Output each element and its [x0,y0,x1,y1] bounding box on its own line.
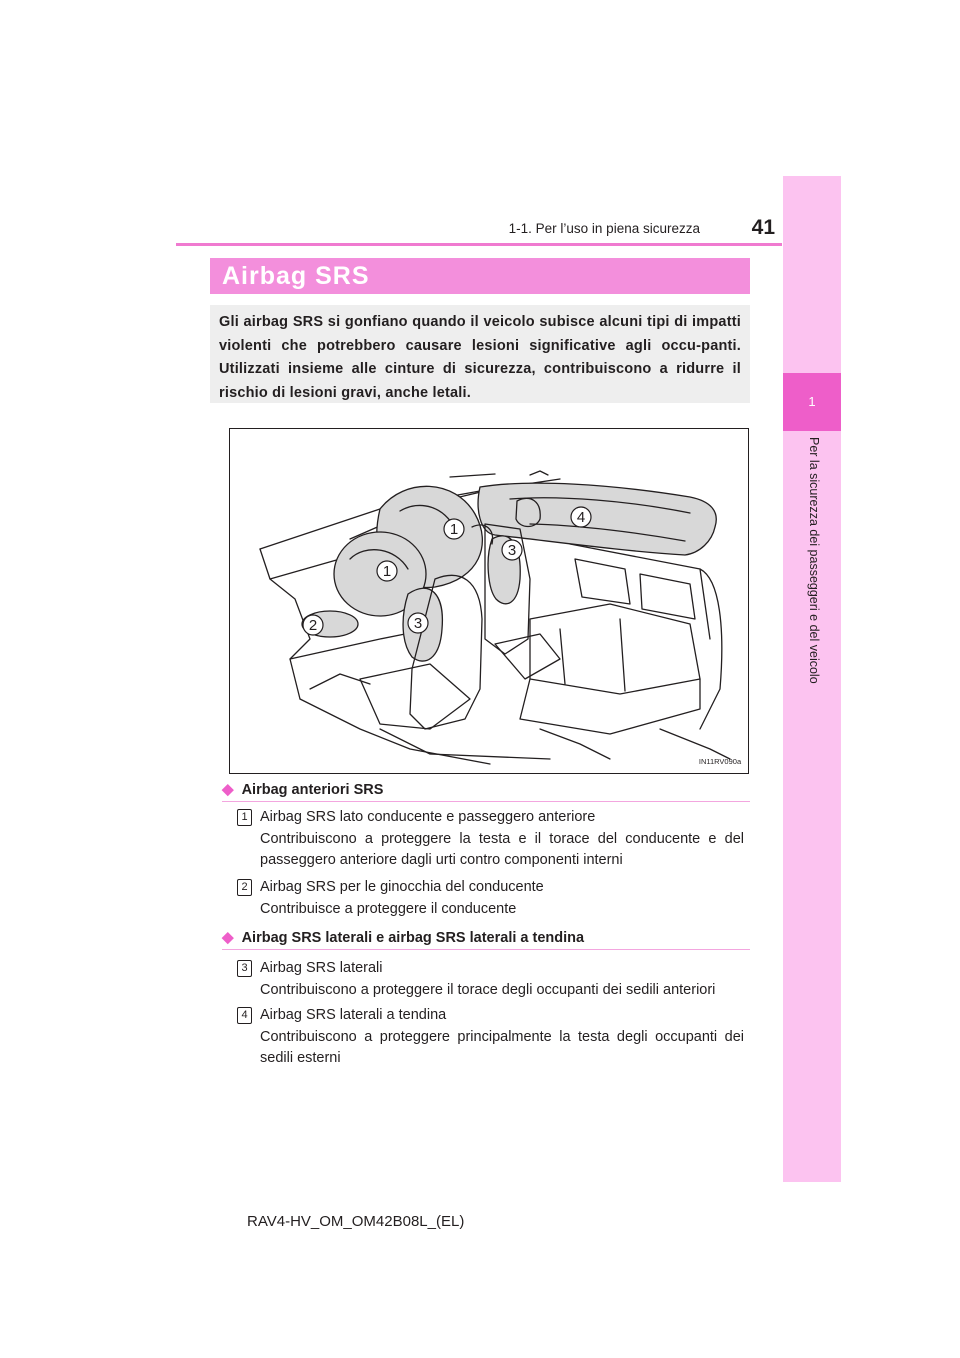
callout-4 [571,507,591,527]
callout-label: 4 [576,509,586,526]
item-description: Contribuisce a proteggere il conducente [260,900,517,917]
item-description: Contribuiscono a proteggere la testa e il torace del conducente e del passeggero anteriore dagli urti contro componenti interni [260,830,744,868]
item-text [260,1005,744,1070]
callout-label: 3 [507,542,517,559]
item-title: Airbag SRS lato conducente e passeggero anteriore [260,809,596,825]
callout-label: 1 [449,521,459,538]
item-title: Airbag SRS laterali a tendina [260,1007,447,1023]
section-divider [222,949,750,950]
callout-label: 3 [413,615,423,632]
diamond-icon: ◆ [222,781,234,798]
item-description: Contribuiscono a proteggere principalmente la testa degli occupanti dei sedili esterni [260,1028,744,1066]
section-heading-side [222,928,584,946]
callout-1-upper [444,519,464,539]
callout-2 [303,615,323,635]
item-number: 1 [237,809,252,826]
page-number: 41 [751,216,775,239]
header-section-title: 1-1. Per l’uso in piena sicurezza [508,221,700,236]
section-divider [222,801,750,802]
chapter-title: Per la sicurezza dei passeggeri e del veicolo [807,437,821,684]
chapter-number: 1 [808,394,816,409]
item-title: Airbag SRS per le ginocchia del conducente [260,879,544,895]
callout-3-right [502,540,522,560]
item-title: Airbag SRS laterali [260,960,383,976]
item-number: 3 [237,960,252,977]
item-number: 4 [237,1007,252,1024]
document-code: RAV4-HV_OM_OM42B08L_(EL) [247,1213,465,1230]
callout-label: 2 [308,617,318,634]
callout-1-lower [377,561,397,581]
diamond-icon: ◆ [222,929,234,946]
page-title: Airbag SRS [222,262,370,290]
intro-text: Gli airbag SRS si gonfiano quando il veicolo subisce alcuni tipi di impatti violenti che potrebbero causare lesioni significative agli occu-panti. Utilizzati insieme alle cinture di sicurezza, contribuiscono a ridurre il rischio di lesioni gravi, anche letali. [219,314,741,401]
callout-3-left [408,613,428,633]
section-heading-text: Airbag SRS laterali e airbag SRS laterali a tendina [241,930,585,946]
callout-label: 1 [382,563,392,580]
airbag-illustration [229,428,749,774]
item-number: 2 [237,879,252,896]
item-text [260,877,744,920]
section-heading-text: Airbag anteriori SRS [241,782,384,798]
item-text [260,958,744,1001]
header-divider [176,243,782,246]
figure-code: IN11RV090a [698,757,742,766]
item-description: Contribuiscono a proteggere il torace degli occupanti dei sedili anteriori [260,981,716,998]
car-interior-drawing [230,429,747,772]
section-heading-front [222,780,383,798]
item-text [260,807,744,872]
